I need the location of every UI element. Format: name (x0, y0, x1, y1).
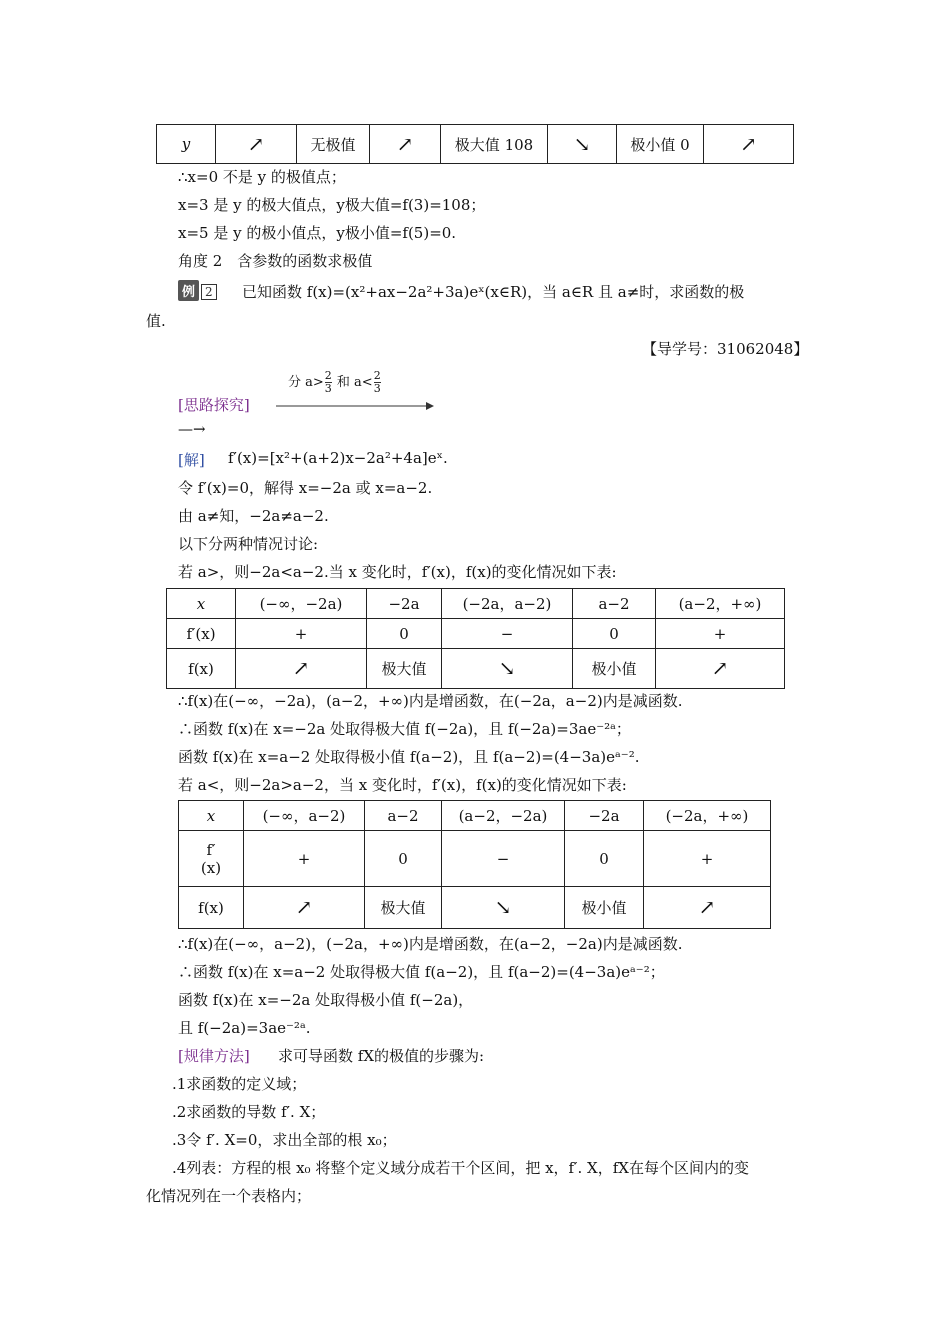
table-cell: f′(x) (167, 619, 236, 649)
thinking-label: [思路探究] (178, 396, 250, 414)
arrow-down-icon: ↘ (573, 131, 591, 156)
guide-number: 【导学号：31062048】 (642, 340, 809, 358)
section-heading: 角度 2 含参数的函数求极值 (178, 252, 373, 270)
table-cell: + (244, 831, 365, 887)
solution-line-5: 若 a>，则−2a<a−2.当 x 变化时，f′(x)，f(x)的变化情况如下表: (178, 563, 617, 581)
table-cell (442, 649, 573, 689)
line-min-point: x=5 是 y 的极小值点，y极小值=f(5)=0. (178, 224, 457, 242)
table-cell: − (442, 619, 573, 649)
arrow-up-icon: ↗ (292, 656, 310, 680)
example-text: 已知函数 f(x)=(x²+ax−2a²+3a)eˣ(x∈R)，当 a∈R 且 a≠时，求函数的极 (242, 283, 745, 301)
table-cell: (−2a，+∞) (644, 801, 771, 831)
after1-line-3: 函数 f(x)在 x=a−2 处取得极小值 f(a−2)，且 f(a−2)=(4−3a)eᵃ⁻². (178, 748, 640, 766)
top-cell-arrow-up (216, 125, 297, 164)
table-cell: a−2 (573, 589, 656, 619)
method-title: 求可导函数 fX的极值的步骤为: (278, 1047, 485, 1065)
table-cell: f′ (x) (179, 831, 244, 887)
table-cell: (−∞，−2a) (236, 589, 367, 619)
table-cell: 0 (365, 831, 442, 887)
solution-line-1: f′(x)=[x²+(a+2)x−2a²+4a]eˣ. (228, 449, 448, 467)
arrow-up-icon: ↗ (698, 895, 716, 919)
table-cell: f(x) (167, 649, 236, 689)
top-cell-max: 极大值 108 (441, 125, 548, 164)
top-cell-no-extremum: 无极值 (297, 125, 370, 164)
method-step-3: .3令 f′. X=0，求出全部的根 x₀； (172, 1131, 397, 1149)
table-cell: + (644, 831, 771, 887)
line-not-extremum: ∴x=0 不是 y 的极值点； (178, 168, 346, 186)
after1-line-4: 若 a<，则−2a>a−2，当 x 变化时，f′(x)，f(x)的变化情况如下表: (178, 776, 627, 794)
table-cell: f(x) (179, 887, 244, 929)
example-text-cont: 值. (146, 312, 166, 330)
table-cell: 极小值 (565, 887, 644, 929)
thinking-arrow-icon (276, 400, 436, 412)
table-cell (442, 887, 565, 929)
table-cell (644, 887, 771, 929)
table-cell: x (179, 801, 244, 831)
method-step-2: .2求函数的导数 f′. X； (172, 1103, 326, 1121)
table-cell: 0 (367, 619, 442, 649)
table-cell: + (236, 619, 367, 649)
solution-line-3: 由 a≠知，−2a≠a−2. (178, 507, 329, 525)
table-cell: (a−2，+∞) (656, 589, 785, 619)
table-cell: + (656, 619, 785, 649)
after2-line-1: ∴f(x)在(−∞，a−2)，(−2a，+∞)内是增函数，在(a−2，−2a)内是减函数. (178, 935, 683, 953)
table-cell: −2a (565, 801, 644, 831)
arrow-up-icon: ↗ (740, 131, 757, 156)
table-cell: x (167, 589, 236, 619)
method-step-1: .1求函数的定义域； (172, 1075, 307, 1093)
table-cell: 极大值 (365, 887, 442, 929)
table-cell: 极小值 (573, 649, 656, 689)
fraction: $\frac{2}{3}$ (373, 369, 381, 395)
top-cell-arrow-up-3 (704, 125, 794, 164)
table-cell: (−2a，a−2) (442, 589, 573, 619)
arrow-up-icon: ↗ (711, 656, 729, 680)
table-cell: a−2 (365, 801, 442, 831)
table-cell: − (442, 831, 565, 887)
table-cell (244, 887, 365, 929)
arrow-up-icon: ↗ (247, 131, 265, 156)
table-cell: 0 (565, 831, 644, 887)
method-step-4-cont: 化情况列在一个表格内； (146, 1187, 312, 1205)
after2-line-3: 函数 f(x)在 x=−2a 处取得极小值 f(−2a)， (178, 991, 474, 1009)
after1-line-1: ∴f(x)在(−∞，−2a)，(a−2，+∞)内是增函数，在(−2a，a−2)内是减函数. (178, 692, 683, 710)
variation-table-1 (166, 588, 785, 689)
thinking-tail: —→ (178, 420, 206, 438)
solution-line-4: 以下分两种情况讨论: (178, 535, 319, 553)
top-cell-min: 极小值 0 (617, 125, 704, 164)
solution-line-2: 令 f′(x)=0，解得 x=−2a 或 x=a−2. (178, 479, 433, 497)
example-label: 例 (178, 280, 199, 301)
line-max-point: x=3 是 y 的极大值点，y极大值=f(3)=108； (178, 196, 486, 214)
arrow-down-icon: ↘ (494, 895, 512, 919)
example-badge (178, 280, 217, 301)
arrow-up-icon: ↗ (295, 895, 313, 919)
arrow-up-icon: ↗ (396, 131, 414, 156)
arrow-down-icon: ↘ (498, 656, 516, 680)
fraction: $\frac{2}{3}$ (324, 369, 332, 395)
top-cell-arrow-down (548, 125, 617, 164)
method-label: [规律方法] (178, 1047, 250, 1065)
top-table (156, 124, 794, 164)
table-cell: 极大值 (367, 649, 442, 689)
top-cell-arrow-up-2 (370, 125, 441, 164)
table-cell (236, 649, 367, 689)
table-cell (656, 649, 785, 689)
after2-line-2: ∴函数 f(x)在 x=a−2 处取得极大值 f(a−2)，且 f(a−2)=(4−3a)eᵃ⁻²； (178, 963, 665, 981)
table-cell: (−∞，a−2) (244, 801, 365, 831)
solution-label: [解] (178, 451, 205, 469)
table-cell: (a−2，−2a) (442, 801, 565, 831)
variation-table-2 (178, 800, 771, 929)
table-cell: −2a (367, 589, 442, 619)
example-number: 2 (201, 284, 217, 300)
after2-line-4: 且 f(−2a)=3ae⁻²ᵃ. (178, 1019, 311, 1037)
method-step-4: .4列表：方程的根 x₀ 将整个定义域分成若干个区间，把 x，f′. X，fX在每个区间内的变 (172, 1159, 749, 1177)
top-cell-y: y (157, 125, 216, 164)
after1-line-2: ∴函数 f(x)在 x=−2a 处取得极大值 f(−2a)，且 f(−2a)=3ae⁻²ᵃ； (178, 720, 631, 738)
table-cell: 0 (573, 619, 656, 649)
thinking-arrow-label: 分 a> $\frac{2}{3}$ 和 a< $\frac{2}{3}$ (288, 369, 381, 395)
